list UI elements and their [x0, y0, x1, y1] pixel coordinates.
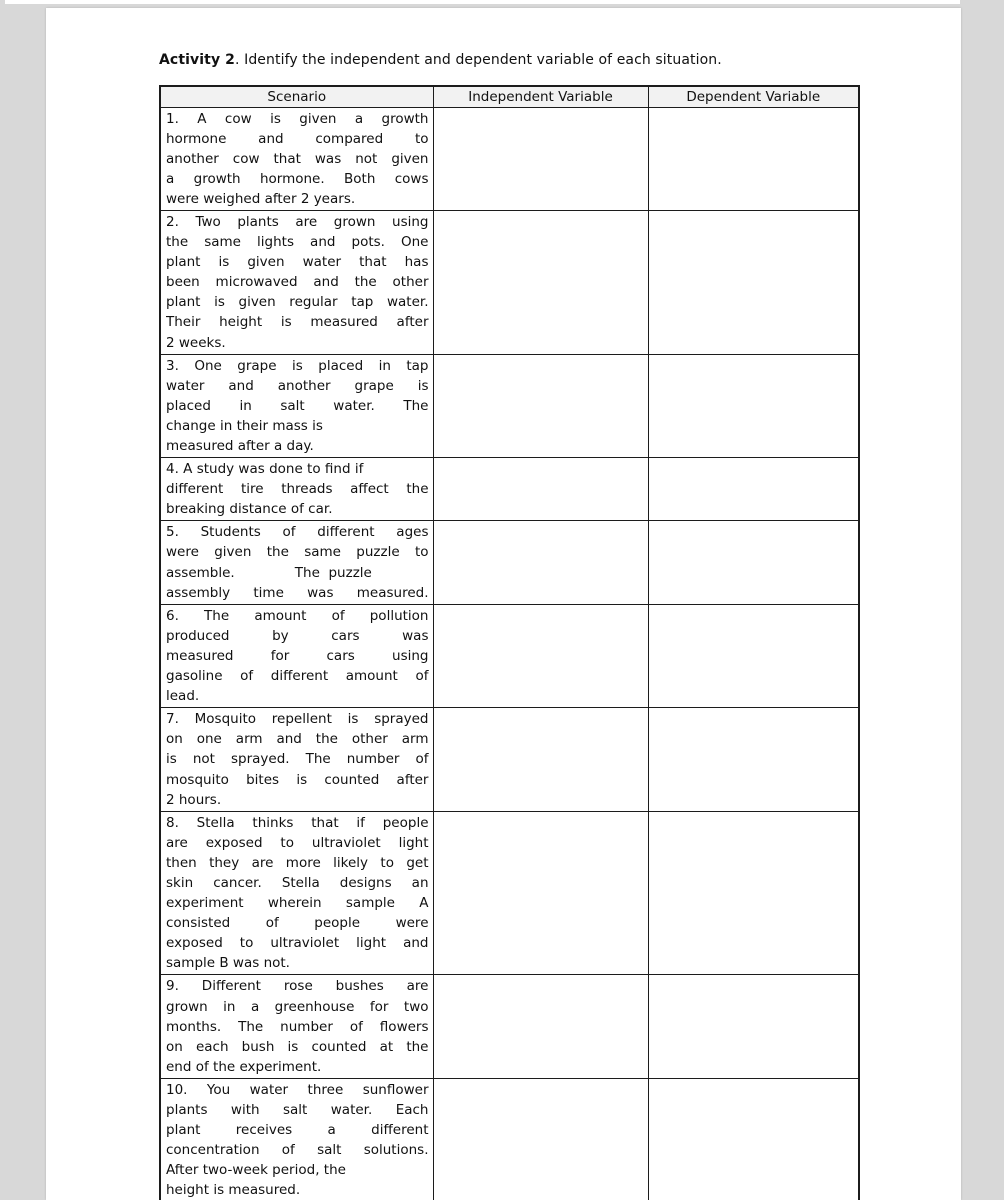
scenario-line: change in their mass is — [166, 417, 323, 434]
scenario-line: 2. Two plants are grown using — [166, 213, 429, 230]
scenario-line: 1. A cow is given a growth — [166, 110, 429, 127]
table-row — [160, 521, 859, 604]
scenario-line: were weighed after 2 years. — [166, 190, 356, 207]
scenario-line: were given the same puzzle to — [166, 544, 429, 561]
independent-variable-cell[interactable] — [433, 811, 648, 975]
scenario-line: plant is given regular tap water. — [166, 294, 429, 311]
table-row — [160, 354, 859, 457]
scenario-line: 2 hours. — [166, 791, 222, 808]
scenario-line: end of the experiment. — [166, 1058, 322, 1075]
scenario-cell — [160, 458, 433, 521]
scenario-line: 10. You water three sunflower — [166, 1081, 429, 1098]
scenario-line: grown in a greenhouse for two — [166, 998, 429, 1015]
independent-variable-cell[interactable] — [433, 354, 648, 457]
scenario-line: experiment wherein sample A — [166, 895, 429, 912]
scenario-line: another cow that was not given — [166, 150, 429, 167]
scenario-line: measured after a day. — [166, 438, 314, 454]
scenario-line: After two-week period, the — [166, 1162, 346, 1179]
dependent-variable-cell[interactable] — [648, 210, 859, 354]
scenario-line: plant receives a different — [166, 1122, 429, 1139]
independent-variable-cell[interactable] — [433, 975, 648, 1078]
scenario-line: on each bush is counted at the — [166, 1038, 429, 1055]
scenario-line: concentration of salt solutions. — [166, 1142, 429, 1159]
scenario-line: 8. Stella thinks that if people — [166, 814, 429, 831]
column-header-dependent-variable: Dependent Variable — [648, 86, 859, 107]
dependent-variable-cell[interactable] — [648, 458, 859, 521]
scenario-line: assemble. The puzzle — [166, 564, 372, 581]
document-page — [46, 8, 961, 1200]
scenario-line: months. The number of flowers — [166, 1018, 429, 1035]
dependent-variable-cell[interactable] — [648, 975, 859, 1078]
scenario-line: mosquito bites is counted after — [166, 771, 429, 788]
column-header-scenario: Scenario — [160, 86, 433, 107]
scenario-line: been microwaved and the other — [166, 274, 429, 291]
scenario-cell — [160, 521, 433, 604]
scenario-cell — [160, 354, 433, 457]
scenario-line: hormone and compared to — [166, 130, 429, 147]
activity-title-label: Activity 2 — [159, 52, 235, 68]
column-header-independent-variable: Independent Variable — [433, 86, 648, 107]
dependent-variable-cell[interactable] — [648, 354, 859, 457]
scenario-cell — [160, 107, 433, 210]
scenario-line: 3. One grape is placed in tap — [166, 357, 429, 374]
table-row — [160, 107, 859, 210]
independent-variable-cell[interactable] — [433, 107, 648, 210]
scenario-line: is not sprayed. The number of — [166, 751, 429, 768]
scenario-line: are exposed to ultraviolet light — [166, 834, 429, 851]
table-row — [160, 708, 859, 811]
dependent-variable-cell[interactable] — [648, 811, 859, 975]
scenario-line: 2 weeks. — [166, 334, 226, 351]
scenario-line: assembly time was measured. — [166, 584, 429, 601]
scenario-cell — [160, 975, 433, 1078]
variables-table — [159, 85, 860, 1200]
scenario-cell — [160, 604, 433, 707]
scenario-line: 4. A study was done to find if — [166, 461, 364, 478]
scenario-cell — [160, 811, 433, 975]
scenario-line: placed in salt water. The — [166, 397, 429, 414]
scenario-cell — [160, 1078, 433, 1200]
independent-variable-cell[interactable] — [433, 708, 648, 811]
scenario-line: Their height is measured after — [166, 314, 429, 331]
scenario-line: 7. Mosquito repellent is sprayed — [166, 711, 429, 728]
scenario-line: height is measured. — [166, 1182, 301, 1199]
table-row — [160, 975, 859, 1078]
activity-title-text: . Identify the independent and dependent variable of each situation. — [234, 52, 722, 68]
scenario-line: produced by cars was — [166, 627, 429, 644]
scenario-line: on one arm and the other arm — [166, 731, 429, 748]
scenario-line: 9. Different rose bushes are — [166, 978, 429, 995]
scenario-line: consisted of people were — [166, 915, 429, 932]
previous-page-edge — [5, 0, 960, 4]
table-row — [160, 811, 859, 975]
scenario-line: the same lights and pots. One — [166, 234, 429, 251]
independent-variable-cell[interactable] — [433, 210, 648, 354]
table-row — [160, 604, 859, 707]
scenario-line: skin cancer. Stella designs an — [166, 874, 429, 891]
activity-title — [159, 52, 722, 68]
scenario-line: sample B was not. — [166, 955, 290, 972]
scenario-line: 5. Students of different ages — [166, 524, 429, 541]
table-row — [160, 210, 859, 354]
scenario-line: measured for cars using — [166, 647, 429, 664]
scenario-line: 6. The amount of pollution — [166, 607, 429, 624]
scenario-line: plant is given water that has — [166, 254, 429, 271]
scenario-line: exposed to ultraviolet light and — [166, 935, 429, 952]
table-row — [160, 1078, 859, 1200]
dependent-variable-cell[interactable] — [648, 107, 859, 210]
scenario-line: then they are more likely to get — [166, 854, 429, 871]
table-row — [160, 458, 859, 521]
independent-variable-cell[interactable] — [433, 604, 648, 707]
dependent-variable-cell[interactable] — [648, 521, 859, 604]
dependent-variable-cell[interactable] — [648, 708, 859, 811]
scenario-cell — [160, 210, 433, 354]
dependent-variable-cell[interactable] — [648, 1078, 859, 1200]
scenario-line: lead. — [166, 688, 200, 705]
scenario-line: plants with salt water. Each — [166, 1102, 429, 1118]
independent-variable-cell[interactable] — [433, 521, 648, 604]
scenario-line: a growth hormone. Both cows — [166, 170, 429, 187]
independent-variable-cell[interactable] — [433, 1078, 648, 1200]
scenario-line: breaking distance of car. — [166, 501, 333, 518]
scenario-line: different tire threads affect the — [166, 481, 429, 498]
dependent-variable-cell[interactable] — [648, 604, 859, 707]
scenario-cell — [160, 708, 433, 811]
independent-variable-cell[interactable] — [433, 458, 648, 521]
scenario-line: gasoline of different amount of — [166, 668, 429, 685]
table-header-row — [160, 86, 859, 107]
scenario-line: water and another grape is — [166, 377, 429, 394]
